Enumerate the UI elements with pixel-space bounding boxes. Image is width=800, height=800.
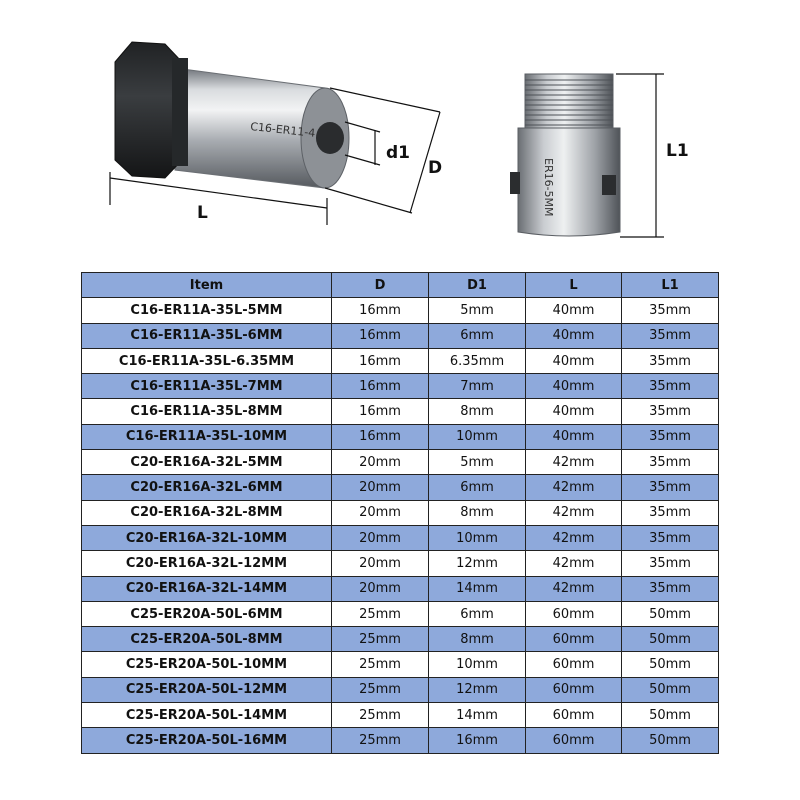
d-cell: 20mm: [332, 450, 429, 475]
item-cell: C20-ER16A-32L-8MM: [82, 500, 332, 525]
collet-body-image: [510, 74, 689, 237]
d-cell: 16mm: [332, 323, 429, 348]
l1-cell: 35mm: [622, 298, 719, 323]
header-l: L: [526, 273, 622, 298]
table-row: [82, 576, 719, 601]
table-row: [82, 298, 719, 323]
l1-cell: 35mm: [622, 576, 719, 601]
l1-cell: 35mm: [622, 450, 719, 475]
l-cell: 60mm: [526, 728, 622, 753]
d-cell: 25mm: [332, 677, 429, 702]
d-cell: 20mm: [332, 500, 429, 525]
item-cell: C20-ER16A-32L-6MM: [82, 475, 332, 500]
item-cell: C16-ER11A-35L-10MM: [82, 424, 332, 449]
d1-cell: 6mm: [429, 475, 526, 500]
l1-cell: 35mm: [622, 374, 719, 399]
d1-cell: 6.35mm: [429, 348, 526, 373]
l-cell: 60mm: [526, 703, 622, 728]
item-cell: C20-ER16A-32L-14MM: [82, 576, 332, 601]
table-row: [82, 424, 719, 449]
header-l1: L1: [622, 273, 719, 298]
d-cell: 25mm: [332, 627, 429, 652]
item-cell: C16-ER11A-35L-6MM: [82, 323, 332, 348]
l-cell: 60mm: [526, 677, 622, 702]
d1-cell: 6mm: [429, 323, 526, 348]
item-cell: C25-ER20A-50L-16MM: [82, 728, 332, 753]
item-cell: C25-ER20A-50L-6MM: [82, 601, 332, 626]
l-cell: 60mm: [526, 652, 622, 677]
l1-cell: 50mm: [622, 677, 719, 702]
d1-cell: 12mm: [429, 677, 526, 702]
right-engraving: ER16-5MM: [542, 158, 555, 217]
collet-holder-image: [110, 42, 442, 225]
table-row: [82, 551, 719, 576]
spec-table: [81, 272, 719, 754]
d-cell: 16mm: [332, 424, 429, 449]
l1-cell: 35mm: [622, 348, 719, 373]
table-row: [82, 399, 719, 424]
item-cell: C25-ER20A-50L-12MM: [82, 677, 332, 702]
l-cell: 42mm: [526, 450, 622, 475]
item-cell: C25-ER20A-50L-14MM: [82, 703, 332, 728]
d-cell: 25mm: [332, 601, 429, 626]
d1-cell: 14mm: [429, 576, 526, 601]
d-cell: 16mm: [332, 298, 429, 323]
d1-cell: 7mm: [429, 374, 526, 399]
d1-cell: 8mm: [429, 500, 526, 525]
dim-label-D: D: [428, 158, 443, 178]
table-row: [82, 627, 719, 652]
l1-cell: 35mm: [622, 551, 719, 576]
l-cell: 42mm: [526, 576, 622, 601]
item-cell: C16-ER11A-35L-8MM: [82, 399, 332, 424]
table-row: [82, 450, 719, 475]
l-cell: 40mm: [526, 323, 622, 348]
item-cell: C16-ER11A-35L-7MM: [82, 374, 332, 399]
table-row: [82, 500, 719, 525]
table-row: [82, 348, 719, 373]
table-row: [82, 728, 719, 753]
item-cell: C25-ER20A-50L-10MM: [82, 652, 332, 677]
l-cell: 42mm: [526, 551, 622, 576]
table-body: [82, 298, 719, 753]
l1-cell: 35mm: [622, 475, 719, 500]
table-row: [82, 652, 719, 677]
l-cell: 60mm: [526, 601, 622, 626]
d-cell: 20mm: [332, 551, 429, 576]
item-cell: C16-ER11A-35L-6.35MM: [82, 348, 332, 373]
l-cell: 42mm: [526, 525, 622, 550]
l-cell: 42mm: [526, 500, 622, 525]
header-item: Item: [82, 273, 332, 298]
l-cell: 40mm: [526, 374, 622, 399]
l1-cell: 50mm: [622, 728, 719, 753]
d1-cell: 8mm: [429, 399, 526, 424]
d-cell: 16mm: [332, 399, 429, 424]
d1-cell: 12mm: [429, 551, 526, 576]
d-cell: 20mm: [332, 475, 429, 500]
dim-label-L1: L1: [666, 141, 689, 161]
table-row: [82, 703, 719, 728]
table-row: [82, 677, 719, 702]
product-diagram: [0, 0, 800, 270]
header-d1: D1: [429, 273, 526, 298]
item-cell: C20-ER16A-32L-12MM: [82, 551, 332, 576]
table-row: [82, 475, 719, 500]
d-cell: 25mm: [332, 728, 429, 753]
d1-cell: 5mm: [429, 450, 526, 475]
l-cell: 42mm: [526, 475, 622, 500]
l1-cell: 50mm: [622, 652, 719, 677]
table-row: [82, 525, 719, 550]
item-cell: C20-ER16A-32L-10MM: [82, 525, 332, 550]
d1-cell: 8mm: [429, 627, 526, 652]
item-cell: C25-ER20A-50L-8MM: [82, 627, 332, 652]
d-cell: 20mm: [332, 576, 429, 601]
d-cell: 20mm: [332, 525, 429, 550]
table-header-row: [82, 273, 719, 298]
table-row: [82, 601, 719, 626]
l1-cell: 50mm: [622, 601, 719, 626]
l1-cell: 35mm: [622, 525, 719, 550]
header-d: D: [332, 273, 429, 298]
d-cell: 25mm: [332, 652, 429, 677]
table-row: [82, 374, 719, 399]
left-engraving: C16-ER11-4: [249, 120, 316, 140]
l1-cell: 35mm: [622, 500, 719, 525]
l1-cell: 50mm: [622, 627, 719, 652]
d1-cell: 10mm: [429, 652, 526, 677]
d1-cell: 6mm: [429, 601, 526, 626]
l1-cell: 50mm: [622, 703, 719, 728]
d1-cell: 5mm: [429, 298, 526, 323]
d-cell: 16mm: [332, 348, 429, 373]
d-cell: 25mm: [332, 703, 429, 728]
l-cell: 40mm: [526, 348, 622, 373]
d1-cell: 14mm: [429, 703, 526, 728]
d1-cell: 10mm: [429, 424, 526, 449]
dim-label-L: L: [197, 203, 208, 223]
l-cell: 60mm: [526, 627, 622, 652]
d1-cell: 16mm: [429, 728, 526, 753]
l1-cell: 35mm: [622, 399, 719, 424]
l-cell: 40mm: [526, 424, 622, 449]
l-cell: 40mm: [526, 298, 622, 323]
dim-label-d1: d1: [386, 143, 410, 163]
item-cell: C16-ER11A-35L-5MM: [82, 298, 332, 323]
d-cell: 16mm: [332, 374, 429, 399]
l-cell: 40mm: [526, 399, 622, 424]
d1-cell: 10mm: [429, 525, 526, 550]
l1-cell: 35mm: [622, 424, 719, 449]
table-row: [82, 323, 719, 348]
item-cell: C20-ER16A-32L-5MM: [82, 450, 332, 475]
l1-cell: 35mm: [622, 323, 719, 348]
